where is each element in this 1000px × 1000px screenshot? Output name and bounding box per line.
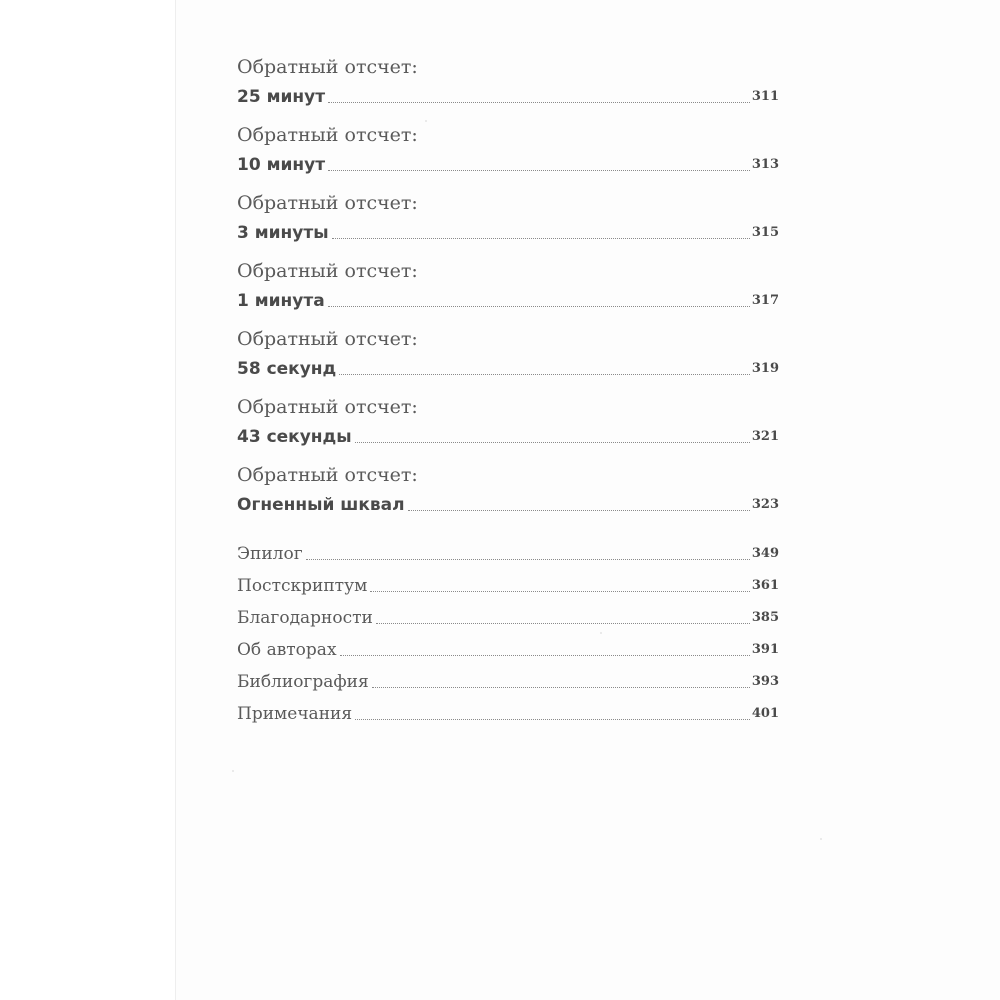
page-number: 393 bbox=[751, 674, 779, 689]
toc-line bbox=[237, 80, 779, 108]
toc-line bbox=[237, 665, 779, 693]
dot-leader bbox=[408, 509, 750, 511]
toc-entry-chapter bbox=[237, 55, 779, 123]
chapter-title: 25 минут bbox=[237, 87, 326, 107]
section-title: Примечания bbox=[237, 704, 353, 724]
chapter-kicker: Обратный отсчет: bbox=[237, 124, 418, 146]
chapter-title: 58 секунд bbox=[237, 359, 337, 379]
toc-entry-chapter bbox=[237, 463, 779, 531]
chapter-kicker: Обратный отсчет: bbox=[237, 260, 418, 282]
dot-leader bbox=[372, 686, 750, 688]
toc-line bbox=[237, 633, 779, 661]
toc-entry-back-matter bbox=[237, 601, 779, 633]
dot-leader bbox=[328, 169, 750, 171]
paper-speck bbox=[820, 838, 822, 840]
page-number: 321 bbox=[751, 429, 779, 444]
section-title: Постскриптум bbox=[237, 576, 368, 596]
dot-leader bbox=[340, 654, 750, 656]
paper-speck bbox=[600, 632, 602, 634]
toc-entry-back-matter bbox=[237, 537, 779, 569]
chapter-kicker: Обратный отсчет: bbox=[237, 192, 418, 214]
chapter-title: 43 секунды bbox=[237, 427, 352, 447]
dot-leader bbox=[328, 305, 750, 307]
section-title: Эпилог bbox=[237, 544, 303, 564]
toc-entry-chapter bbox=[237, 191, 779, 259]
section-title: Благодарности bbox=[237, 608, 373, 628]
toc-line bbox=[237, 488, 779, 516]
toc-line bbox=[237, 569, 779, 597]
toc-line bbox=[237, 284, 779, 312]
toc-line bbox=[237, 537, 779, 565]
paper-speck bbox=[425, 120, 427, 122]
toc-line bbox=[237, 148, 779, 176]
chapter-kicker: Обратный отсчет: bbox=[237, 464, 418, 486]
toc-entry-back-matter bbox=[237, 633, 779, 665]
toc-line bbox=[237, 216, 779, 244]
page-number: 361 bbox=[751, 578, 779, 593]
dot-leader bbox=[306, 558, 750, 560]
page-number: 349 bbox=[751, 546, 779, 561]
toc-entry-chapter bbox=[237, 327, 779, 395]
chapter-kicker: Обратный отсчет: bbox=[237, 56, 418, 78]
toc-entry-back-matter bbox=[237, 569, 779, 601]
section-title: Об авторах bbox=[237, 640, 337, 660]
page-number: 323 bbox=[751, 497, 779, 512]
toc-line bbox=[237, 601, 779, 629]
toc-entry-chapter bbox=[237, 395, 779, 463]
chapter-kicker: Обратный отсчет: bbox=[237, 396, 418, 418]
page-number: 391 bbox=[751, 642, 779, 657]
chapter-title: Огненный шквал bbox=[237, 495, 405, 515]
chapter-title: 1 минута bbox=[237, 291, 325, 311]
page-number: 317 bbox=[751, 293, 779, 308]
dot-leader bbox=[355, 718, 750, 720]
dot-leader bbox=[370, 590, 750, 592]
page-number: 311 bbox=[751, 89, 779, 104]
section-title: Библиография bbox=[237, 672, 369, 692]
toc-entry-chapter bbox=[237, 123, 779, 191]
page-number: 385 bbox=[751, 610, 779, 625]
dot-leader bbox=[339, 373, 750, 375]
table-of-contents bbox=[237, 55, 779, 729]
toc-line bbox=[237, 697, 779, 725]
dot-leader bbox=[355, 441, 750, 443]
page-number: 315 bbox=[751, 225, 779, 240]
dot-leader bbox=[332, 237, 750, 239]
chapter-kicker: Обратный отсчет: bbox=[237, 328, 418, 350]
dot-leader bbox=[328, 101, 750, 103]
toc-entry-back-matter bbox=[237, 665, 779, 697]
toc-entry-back-matter bbox=[237, 697, 779, 729]
chapter-title: 10 минут bbox=[237, 155, 326, 175]
toc-entry-chapter bbox=[237, 259, 779, 327]
page-number: 319 bbox=[751, 361, 779, 376]
chapter-title: 3 минуты bbox=[237, 223, 329, 243]
toc-line bbox=[237, 420, 779, 448]
paper-speck bbox=[232, 770, 234, 772]
page-number: 401 bbox=[751, 706, 779, 721]
toc-line bbox=[237, 352, 779, 380]
page-number: 313 bbox=[751, 157, 779, 172]
dot-leader bbox=[376, 622, 750, 624]
